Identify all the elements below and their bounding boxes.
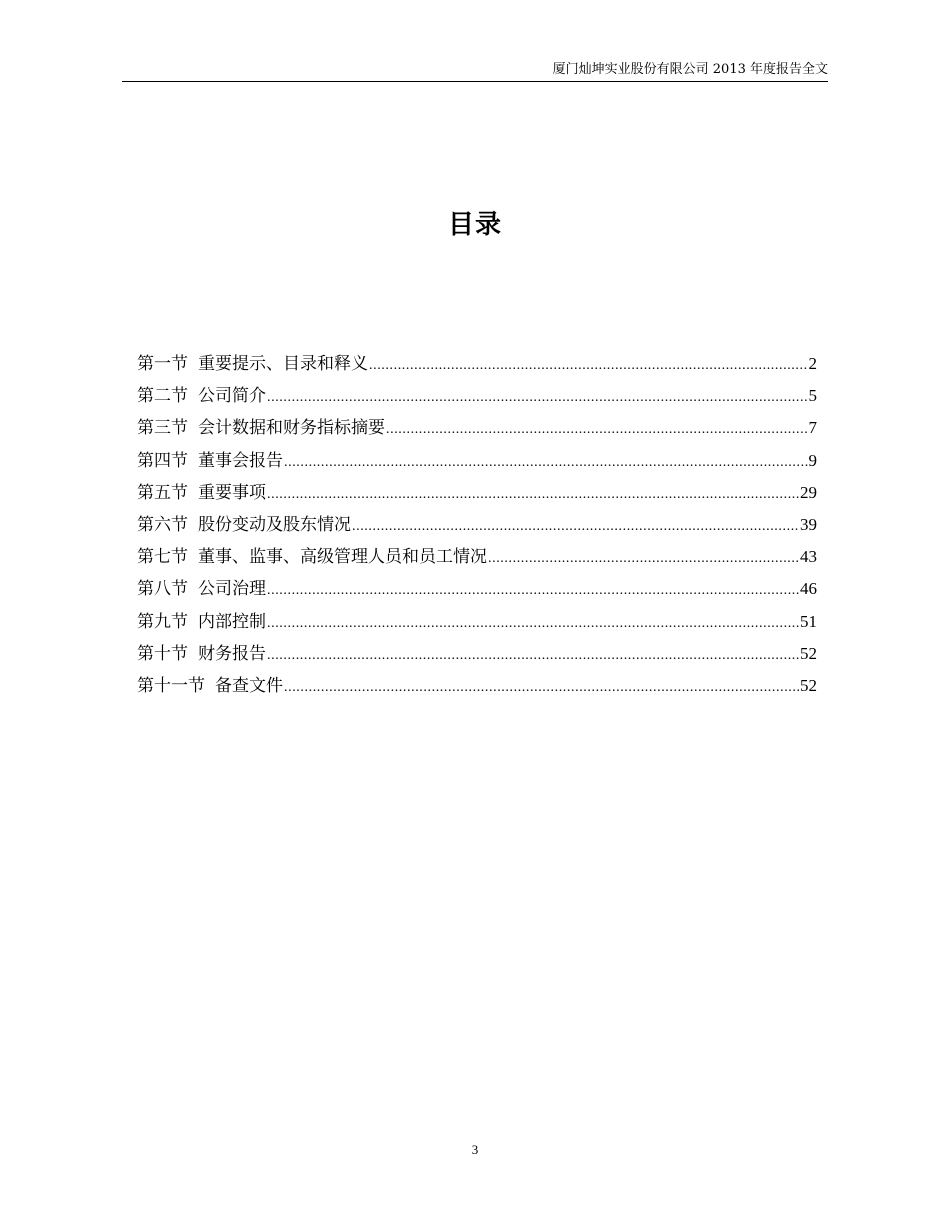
toc-section-title: 公司简介: [198, 386, 266, 407]
toc-page-number: 52: [800, 643, 817, 663]
toc-page-number: 46: [800, 579, 817, 599]
toc-section-number: 第九节: [137, 611, 188, 632]
toc-section-number: 第七节: [137, 547, 188, 568]
toc-entry-4[interactable]: [137, 445, 817, 477]
toc-section-number: 第十一节: [137, 675, 205, 696]
toc-section-number: 第一节: [137, 354, 188, 374]
toc-dot-leader: [267, 608, 799, 640]
toc-entry-10[interactable]: [137, 638, 817, 670]
toc-page-number: 52: [800, 675, 817, 695]
toc-section-title: 内部控制: [198, 611, 266, 632]
toc-dot-leader: [386, 414, 808, 446]
toc-section-title: 财务报告: [198, 643, 266, 664]
toc-section-title: 董事会报告: [198, 450, 283, 471]
toc-section-title: 董事、监事、高级管理人员和员工情况: [198, 547, 487, 568]
toc-page-number: 2: [808, 354, 817, 373]
header-rule: [122, 81, 828, 82]
table-of-contents: [137, 348, 817, 702]
toc-entry-9[interactable]: [137, 606, 817, 638]
toc-section-title: 股份变动及股东情况: [198, 514, 351, 535]
toc-section-title: 公司治理: [198, 579, 266, 600]
toc-section-title: 重要事项: [198, 482, 266, 503]
toc-dot-leader: [267, 575, 799, 607]
toc-dot-leader: [488, 543, 799, 575]
toc-section-number: 第三节: [137, 418, 188, 439]
toc-page-number: 43: [800, 547, 817, 567]
toc-entry-7[interactable]: [137, 541, 817, 573]
page-number: 3: [471, 1142, 479, 1157]
toc-section-number: 第二节: [137, 386, 188, 407]
running-header: 厦门灿坤实业股份有限公司 2013 年度报告全文: [552, 62, 828, 77]
toc-page-number: 51: [800, 611, 817, 631]
toc-entry-6[interactable]: [137, 509, 817, 541]
toc-entry-11[interactable]: [137, 670, 817, 702]
toc-entry-3[interactable]: [137, 412, 817, 444]
toc-section-number: 第四节: [137, 450, 188, 471]
toc-dot-leader: [267, 382, 808, 414]
toc-section-title: 备查文件: [215, 675, 283, 696]
toc-dot-leader: [369, 350, 808, 382]
toc-page-number: 7: [808, 418, 817, 438]
toc-page-number: 9: [808, 450, 817, 470]
toc-section-title: 重要提示、目录和释义: [198, 354, 368, 374]
toc-title: 目录: [447, 210, 502, 240]
toc-dot-leader: [352, 511, 799, 543]
toc-section-title: 会计数据和财务指标摘要: [198, 418, 385, 439]
toc-page-number: 29: [800, 482, 817, 502]
toc-section-number: 第十节: [137, 643, 188, 664]
toc-dot-leader: [267, 640, 799, 672]
toc-dot-leader: [284, 672, 799, 704]
toc-entry-1[interactable]: [137, 348, 817, 380]
toc-entry-5[interactable]: [137, 477, 817, 509]
toc-page-number: 39: [800, 514, 817, 534]
toc-dot-leader: [284, 447, 808, 479]
toc-section-number: 第五节: [137, 482, 188, 503]
toc-section-number: 第六节: [137, 514, 188, 535]
toc-entry-2[interactable]: [137, 380, 817, 412]
toc-page-number: 5: [808, 386, 817, 406]
toc-dot-leader: [267, 479, 799, 511]
toc-entry-8[interactable]: [137, 573, 817, 605]
toc-section-number: 第八节: [137, 579, 188, 600]
